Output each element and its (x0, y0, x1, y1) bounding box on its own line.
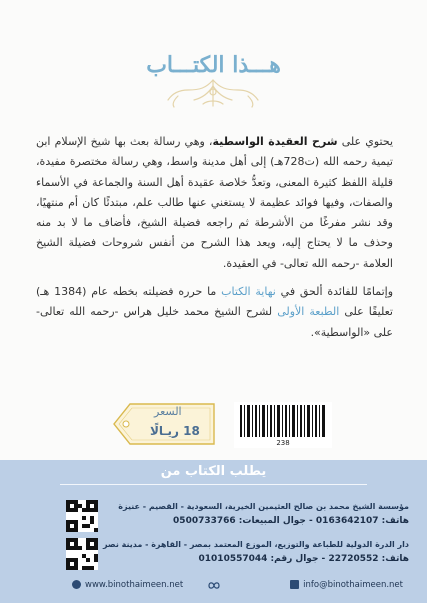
description-paragraph-1: يحتوي على شرح العقيدة الواسطية، وهي رسالة بعث بها شيخ الإسلام ابن تيمية رحمه الله (ت728هـ) إلى أهل مدينة واسط، وهي رسالة مختصرة مفيدة، قليلة اللفظ كثيرة المعنى، وتعدُّ خلاصة عقيدة أهل السنة والجماعة في الأسماء والصفات، وفيها فوائد عظيمة لا يستغني عنها طالب علم، مبتدئًا كان أم منتهيًا، وقد نشر مفرغًا من الأشرطة ثم راجعه فضيلة الشيخ، فأضاف ما لا بد منه وحذف ما لا يحتاج إليه، ويعد هذا الشرح من أنفس شروحات فضيلة الشيخ العلامة -رحمه الله تعالى- في العقيدة. (36, 135, 393, 270)
publisher-2 (99, 537, 409, 567)
barcode (234, 402, 332, 448)
email-icon (290, 580, 299, 589)
price-label: السعر (154, 405, 182, 418)
publisher-2-name: دار الدرة الدولية للطباعة والتوزيع، الموزع المعتمد بمصر - القاهرة - مدينة نصر (102, 540, 409, 549)
page-title: هـــذا الكتـــاب (146, 52, 281, 78)
publisher-1-phones: هاتف: 0163642107 - جوال المبيعات: 0500733766 (173, 516, 409, 526)
website-link[interactable]: www.binothaimeen.net (72, 580, 183, 592)
qr-code-icon (66, 538, 98, 570)
order-title: يطلب الكتاب من (160, 464, 267, 479)
email-link[interactable]: info@binothaimeen.net (290, 580, 403, 592)
infinity-icon (206, 580, 222, 591)
publisher-2-phones: هاتف: 22720552 - جوال رقم: 01010557044 (198, 554, 409, 564)
globe-icon (72, 580, 81, 589)
publisher-1-name: مؤسسة الشيخ محمد بن صالح العثيمين الخيرية، السعودية - القصيم - عنيزة (118, 502, 409, 511)
qr-code-icon (66, 500, 98, 532)
book-name: شرح العقيدة الواسطية (212, 135, 338, 148)
barcode-number: 238 (276, 439, 290, 447)
title-block (0, 52, 427, 78)
barcode-icon (238, 405, 328, 437)
publisher-1 (99, 499, 409, 529)
description-paragraph-2: وإتمامًا للفائدة ألحق في نهاية الكتاب ما حرره فضيلته بخطه عام (1384 هـ) تعليقًا على الطبعة الأولى لشرح الشيخ محمد خليل هراس -رحمه الله تعالى- على «الواسطية». (36, 285, 394, 339)
description-text (36, 132, 393, 343)
price-value: 18 ريـالًا (150, 424, 200, 438)
ornament-icon (148, 76, 278, 110)
divider (60, 484, 367, 485)
